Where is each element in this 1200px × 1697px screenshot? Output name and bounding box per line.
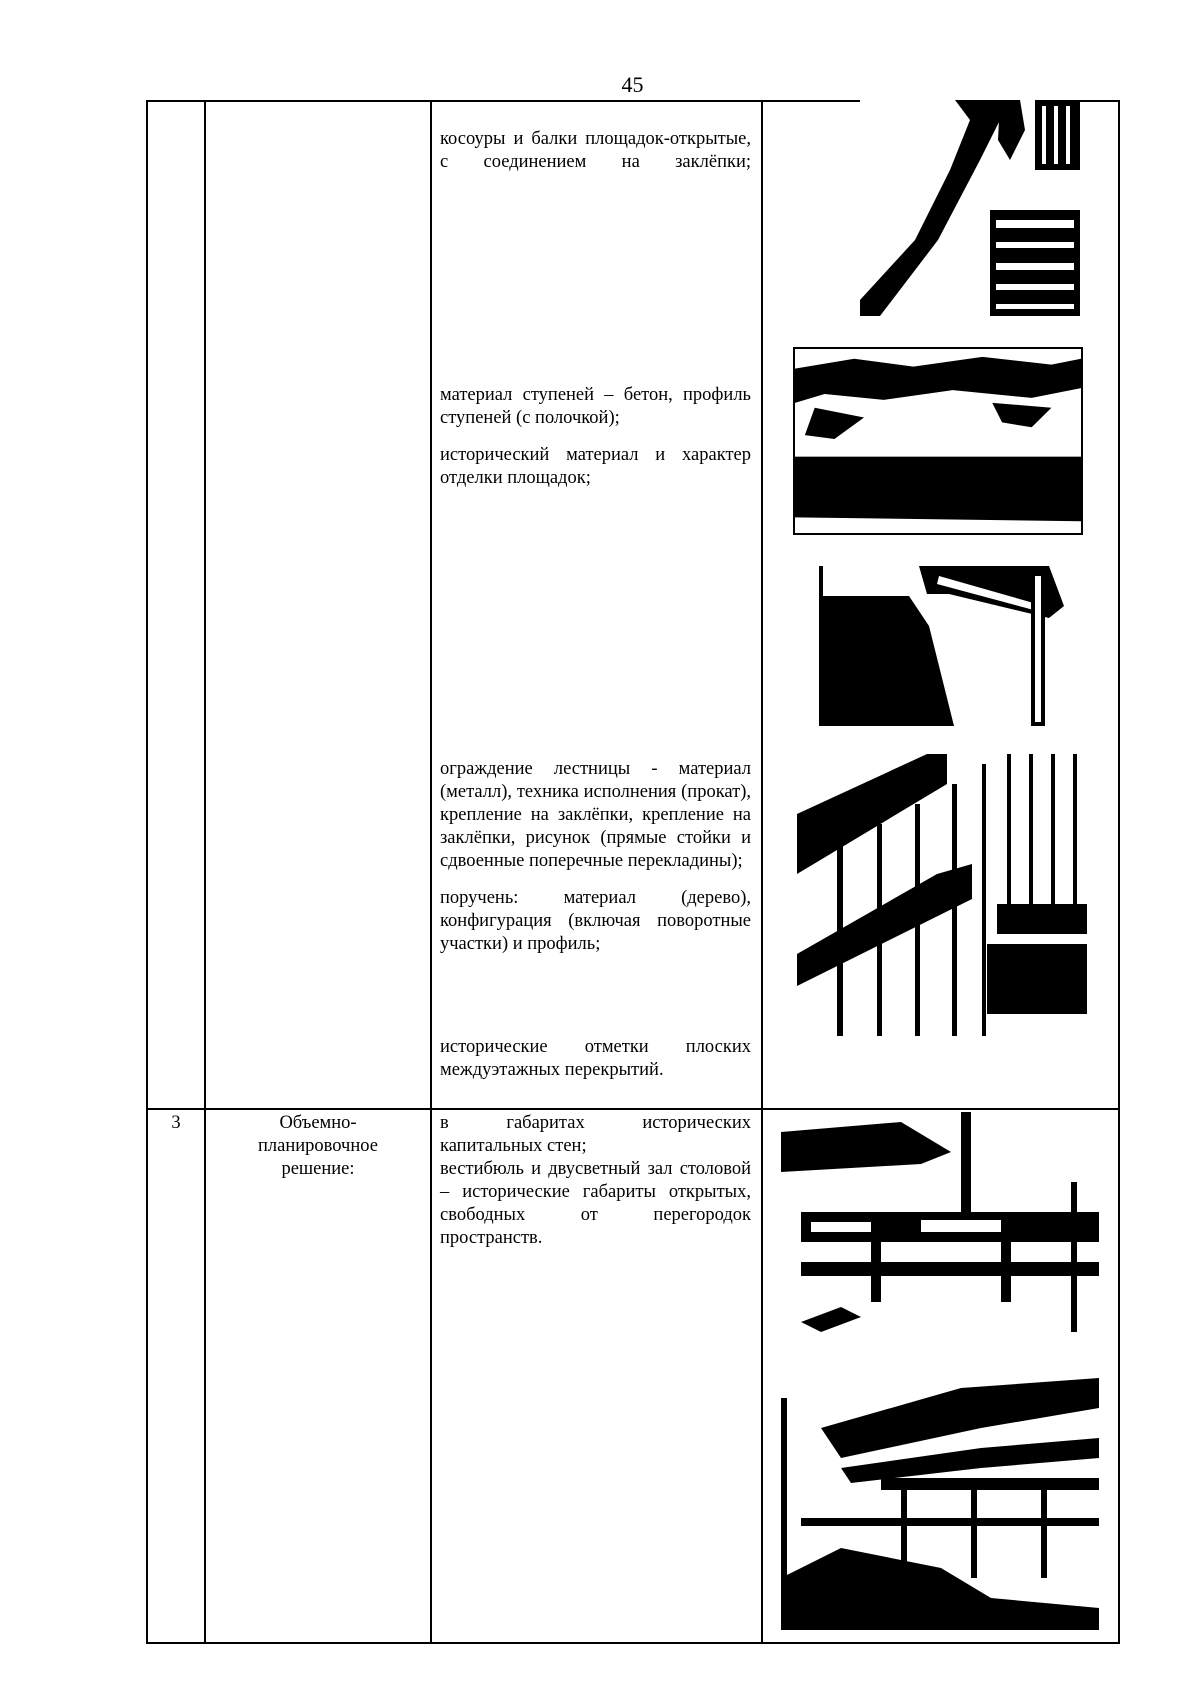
column-divider-2 [430,100,432,1644]
vestibule-photo [781,1112,1099,1344]
feature-text-2: материал ступеней – бетон, профиль ступеней (с полочкой); исторический материал и характер отделки площадок; [440,385,751,488]
feature-text-1: косоуры и балки площадок-открытые, с соединением на заклёпки; [440,129,751,172]
stair-railing-photo [797,754,1087,1036]
row-number: 3 [171,1113,181,1133]
concrete-step-photo [793,347,1083,535]
column-divider-3 [761,100,763,1644]
dining-hall-photo [781,1368,1099,1630]
column-divider-1 [204,100,206,1644]
feature-text-5: в габаритах исторических капитальных стен; вестибюль и двусветный зал столовой – исторические габариты открытых, свободных от перегородок пространств. [440,1113,751,1248]
stair-stringer-photo [860,100,1080,316]
page-number: 45 [621,72,644,97]
table-border-bottom [146,1642,1120,1644]
feature-text-4: исторические отметки плоских междуэтажных перекрытий. [440,1037,751,1080]
table-border-right [1118,100,1120,1644]
feature-text-3: ограждение лестницы - материал (металл), техника исполнения (прокат), крепление на заклёпки, крепление на заклёпки, рисунок (прямые стойки и сдвоенные поперечные перекладины); поручень: материал (дерево), конфигурация (включая поворотные участки) и профиль; [440,759,751,954]
row-divider [146,1108,1120,1110]
landing-corner-photo [819,566,1064,726]
table-border-left [146,100,148,1644]
row-subject: Объемно- планировочное решение: [258,1113,378,1179]
